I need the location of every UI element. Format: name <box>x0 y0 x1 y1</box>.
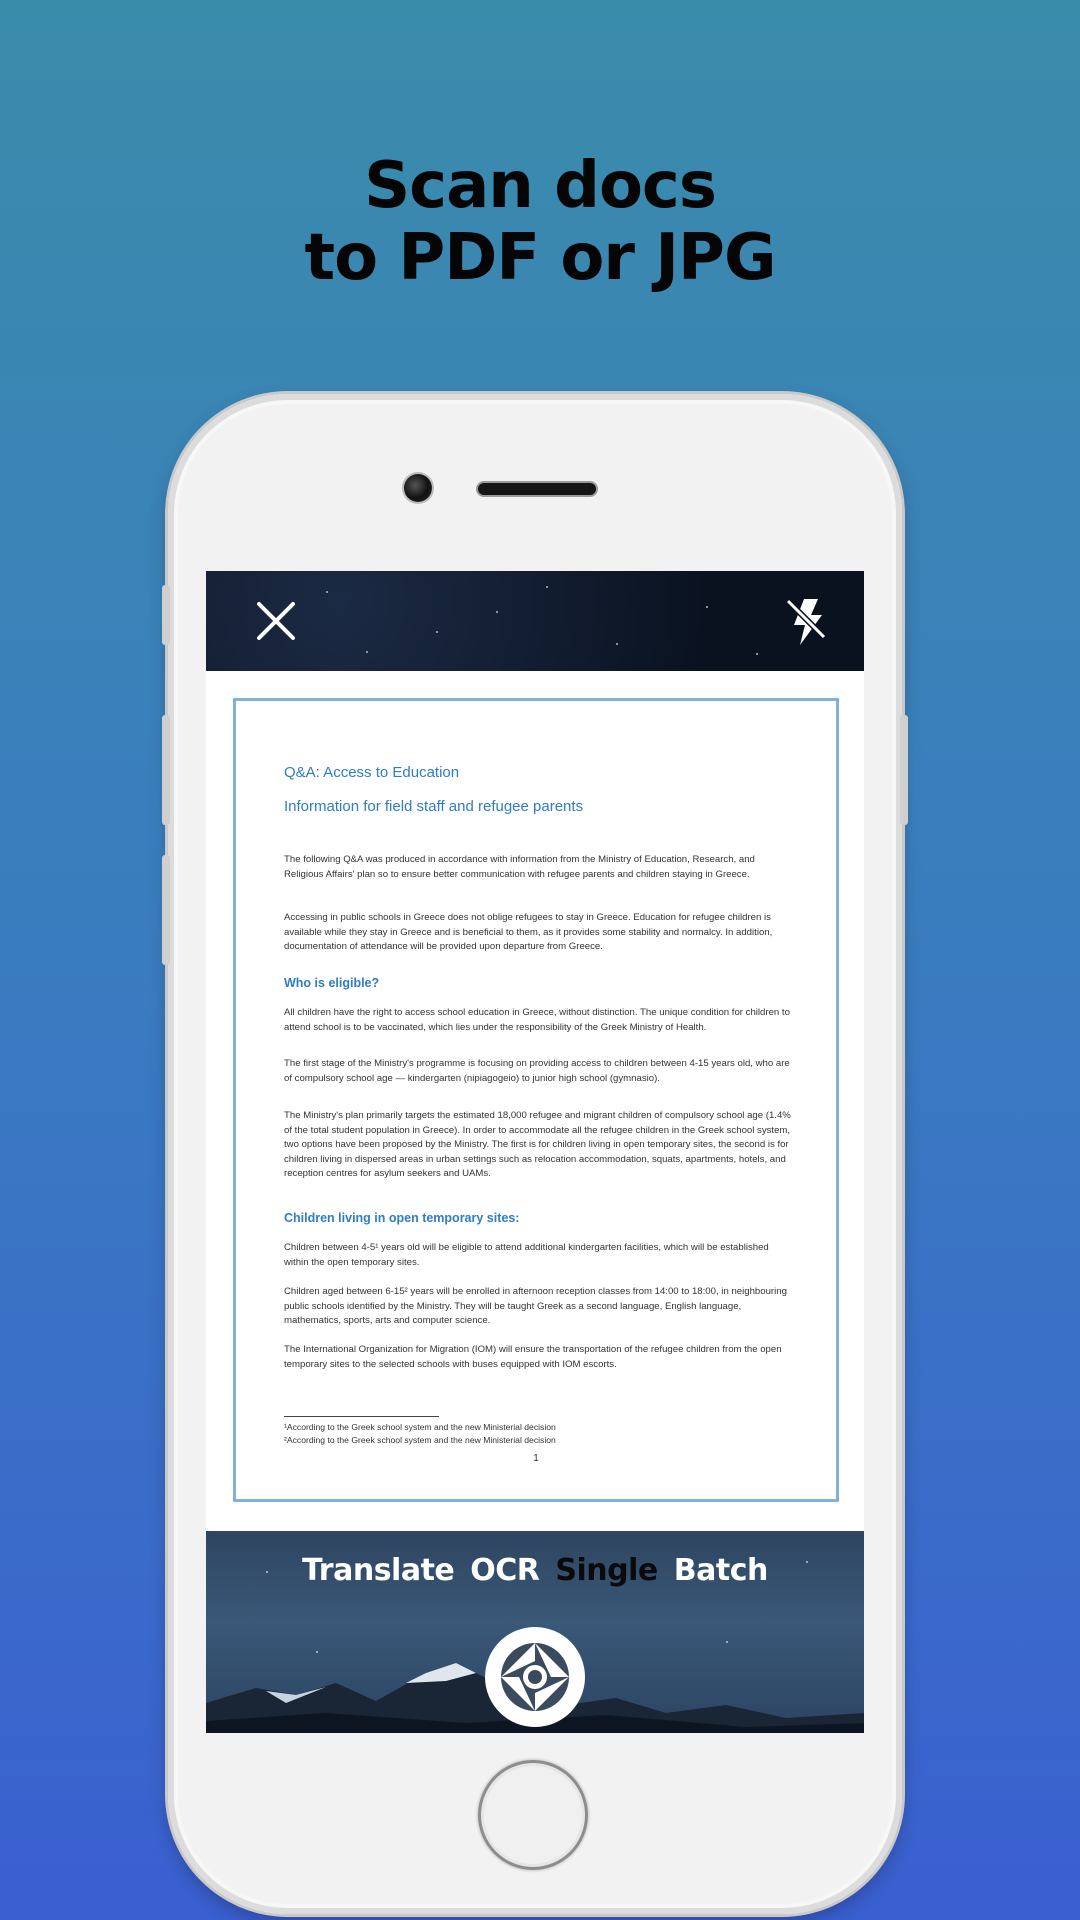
phone-volume-down <box>162 855 170 965</box>
flash-off-icon[interactable] <box>784 597 828 647</box>
doc-paragraph: The International Organization for Migration (IOM) will ensure the transportation of the refugee children from the open temporary sites to the selected schools with buses equipped with IOM escorts. <box>284 1344 782 1370</box>
close-icon[interactable] <box>256 601 296 641</box>
doc-paragraph: All children have the right to access school education in Greece, without distinction. The unique condition for children to attend school is to be vaccinated, which lies under the responsibility of the Greek Ministry of Health. <box>284 1007 790 1033</box>
doc-paragraph: Children aged between 6-15² years will be enrolled in afternoon reception classes from 14:00 to 18:00, in neighbouring public schools identified by the Ministry. They will be taught Greek as a second language, English language, mathematics, sports, arts and computer science. <box>284 1286 787 1327</box>
scan-mode-selector <box>206 1553 864 1588</box>
camera-bottom-bar <box>206 1531 864 1733</box>
doc-footnote: ¹According to the Greek school system and the new Ministerial decision <box>284 1422 556 1432</box>
doc-paragraph: Accessing in public schools in Greece does not oblige refugees to stay in Greece. Education for refugee children is available while they stay in Greece and is beneficial to them, as it provides some stability and normalcy. In addition, documentation of attendance will be provided upon departure from Greece. <box>284 912 773 953</box>
home-button[interactable] <box>478 1760 588 1870</box>
doc-footnote: ²According to the Greek school system and the new Ministerial decision <box>284 1435 556 1445</box>
earpiece-speaker <box>478 483 596 495</box>
headline <box>0 150 1080 294</box>
mode-translate[interactable]: Translate <box>302 1553 455 1588</box>
doc-heading: Who is eligible? <box>284 976 380 990</box>
phone-power-button <box>900 715 908 825</box>
camera-top-bar <box>206 571 864 671</box>
headline-line-1: Scan docs <box>364 149 716 223</box>
phone-volume-up <box>162 715 170 825</box>
doc-title: Q&A: Access to Education <box>284 764 460 781</box>
doc-paragraph: The first stage of the Ministry's programme is focusing on providing access to children between 4-15 years old, who are of compulsory school age — kindergarten (nipiagogeio) to junior high school (gymnasio). <box>284 1058 790 1084</box>
shutter-button[interactable] <box>485 1627 585 1727</box>
aperture-icon <box>485 1627 585 1727</box>
document-preview <box>206 671 864 1531</box>
phone-mute-switch <box>162 585 170 645</box>
page-number: 1 <box>533 1453 539 1464</box>
doc-paragraph: The following Q&A was produced in accordance with information from the Ministry of Education, Research, and Religious Affairs' plan so to ensure better communication with refugee parents and children staying in Greece. <box>284 854 755 880</box>
doc-paragraph: Children between 4-5¹ years old will be eligible to attend additional kindergarten facilities, which will be established within the open temporary sites. <box>284 1242 769 1268</box>
mode-batch[interactable]: Batch <box>673 1553 768 1588</box>
footnote-divider <box>284 1416 439 1417</box>
scanned-page <box>233 698 839 1502</box>
doc-subtitle: Information for field staff and refugee parents <box>284 798 584 815</box>
doc-paragraph: The Ministry's plan primarily targets the estimated 18,000 refugee and migrant children of compulsory school age (1.4% of the total student population in Greece). In order to accommodate all the refugee children in the Greek school system, two options have been proposed by the Ministry. The first is for children living in open temporary sites, the second is for children living in dispersed areas in urban settings such as relocation accommodation, squats, apartments, hotels, and reception centres for asylum seekers and UAMs. <box>284 1110 791 1180</box>
mode-ocr[interactable]: OCR <box>470 1553 540 1588</box>
camera-screen <box>206 571 864 1733</box>
mode-single[interactable]: Single <box>555 1553 658 1588</box>
front-camera <box>404 474 432 502</box>
headline-line-2: to PDF or JPG <box>304 221 776 295</box>
doc-heading: Children living in open temporary sites: <box>284 1211 520 1225</box>
